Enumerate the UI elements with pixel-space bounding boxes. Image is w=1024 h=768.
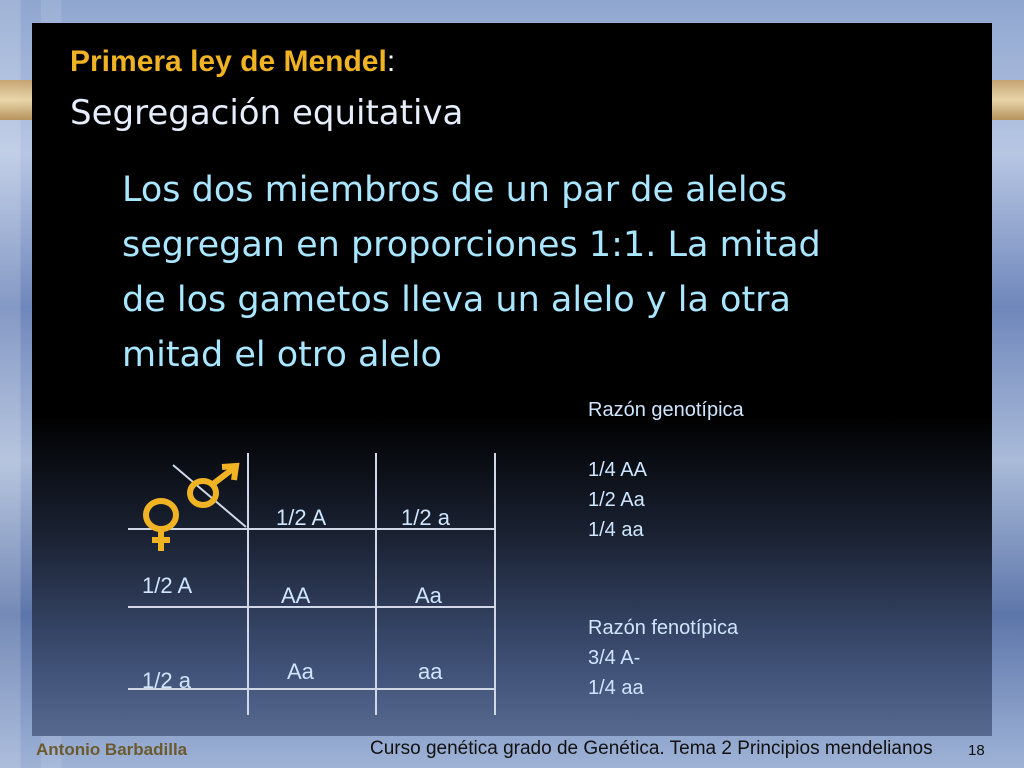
decor-bar-right xyxy=(992,80,1024,120)
phenotypic-item: 3/4 A- xyxy=(588,647,641,669)
genotypic-item: 1/2 Aa xyxy=(588,489,645,511)
punnett-cell: AA xyxy=(281,583,311,608)
body-line: Los dos miembros de un par de alelos xyxy=(122,170,788,210)
phenotypic-title: Razón fenotípica xyxy=(588,617,739,639)
spacer xyxy=(588,425,744,455)
row-header: 1/2 a xyxy=(142,668,191,693)
male-symbol-icon xyxy=(190,466,236,505)
col-header: 1/2 a xyxy=(401,505,450,530)
female-symbol-icon xyxy=(146,501,176,551)
decor-bar-left xyxy=(0,80,34,120)
punnett-cell: Aa xyxy=(415,583,442,608)
spacer xyxy=(588,545,744,613)
title-bold: Primera ley de Mendel xyxy=(70,45,387,78)
body-line: mitad el otro alelo xyxy=(122,335,442,375)
footer-course: Curso genética grado de Genética. Tema 2 Principios mendelianos xyxy=(370,738,933,759)
punnett-cell: aa xyxy=(418,659,443,684)
punnett-cell: Aa xyxy=(287,659,314,684)
slide-subtitle: Segregación equitativa xyxy=(70,93,464,133)
footer-author: Antonio Barbadilla xyxy=(36,740,188,759)
slide-panel xyxy=(32,23,992,736)
phenotypic-item: 1/4 aa xyxy=(588,677,644,699)
punnett-square xyxy=(128,433,548,723)
slide-title xyxy=(70,45,395,79)
title-colon: : xyxy=(386,45,396,78)
genotypic-item: 1/4 aa xyxy=(588,519,644,541)
genotypic-item: 1/4 AA xyxy=(588,459,647,481)
ratios-panel xyxy=(588,395,744,703)
page-number: 18 xyxy=(968,742,985,759)
body-text xyxy=(122,163,882,383)
genotypic-title: Razón genotípica xyxy=(588,399,744,421)
body-line: segregan en proporciones 1:1. La mitad xyxy=(122,225,821,265)
row-header: 1/2 A xyxy=(142,573,193,598)
col-header: 1/2 A xyxy=(276,505,327,530)
body-line: de los gametos lleva un alelo y la otra xyxy=(122,280,791,320)
